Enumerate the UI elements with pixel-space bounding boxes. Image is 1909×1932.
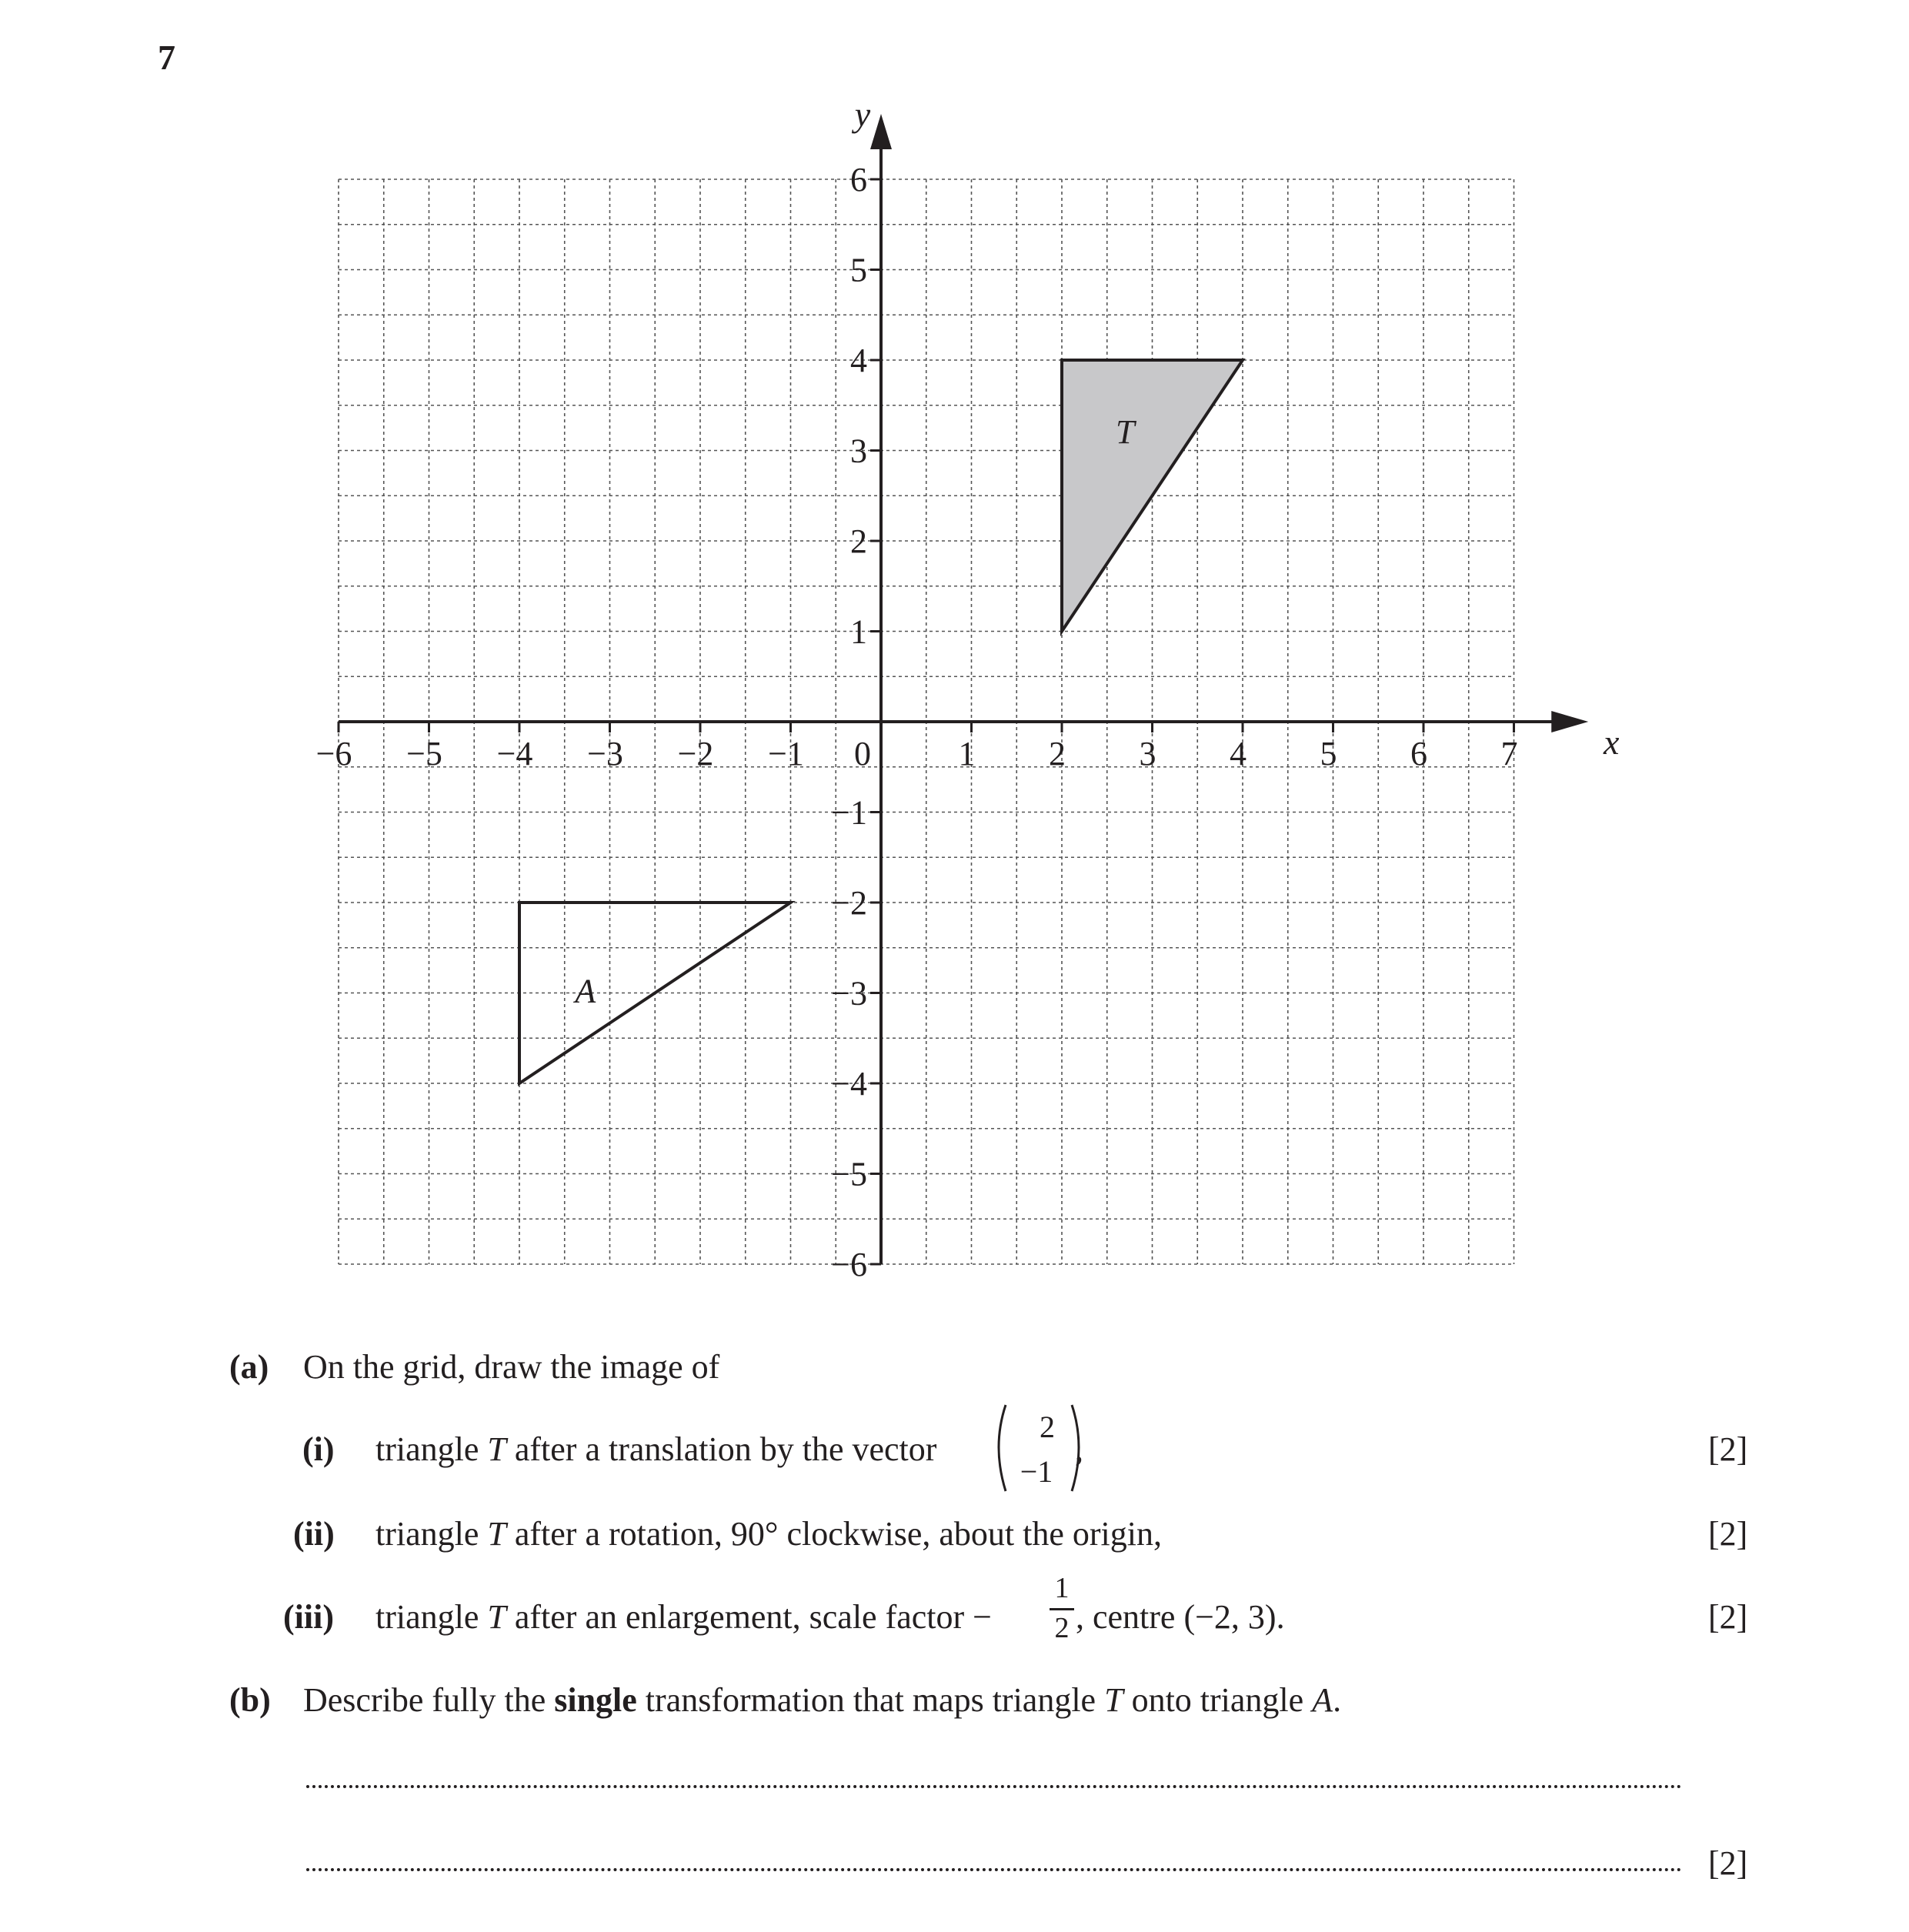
y-tick-label: −5 <box>831 1155 867 1193</box>
y-tick-label: 4 <box>850 342 867 379</box>
y-tick-label: −6 <box>831 1246 867 1283</box>
y-tick-label: −1 <box>831 793 867 832</box>
part-a-ii-text: triangle T after a rotation, 90° clockwise, about the origin, <box>375 1515 1162 1553</box>
vector-top: 2 <box>1040 1410 1055 1444</box>
y-tick-label: 1 <box>850 612 867 651</box>
x-tick-label: −3 <box>587 735 623 772</box>
x-tick-label: −6 <box>315 735 352 772</box>
y-tick-label: 5 <box>850 251 867 289</box>
tick-labels <box>316 95 1620 1283</box>
mark-a-ii: [2] <box>1708 1515 1748 1553</box>
x-tick-label: 2 <box>1049 735 1066 772</box>
part-a-ii-label: (ii) <box>293 1515 335 1553</box>
mark-a-i: [2] <box>1708 1430 1748 1468</box>
part-a-i-comma: , <box>1075 1430 1083 1468</box>
axes <box>339 114 1588 1264</box>
x-tick-label: 7 <box>1500 735 1518 772</box>
part-a-iii-label: (iii) <box>283 1598 334 1636</box>
part-b-label: (b) <box>229 1681 271 1719</box>
answer-line-1[interactable] <box>306 1785 1682 1788</box>
part-a-label: (a) <box>229 1348 269 1386</box>
scale-factor-numerator: 1 <box>1054 1572 1070 1604</box>
vector-bottom: −1 <box>1020 1454 1053 1489</box>
part-a-text: On the grid, draw the image of <box>303 1348 720 1386</box>
x-tick-label: 1 <box>958 735 976 772</box>
x-tick-label: 4 <box>1230 735 1247 772</box>
mark-b: [2] <box>1708 1844 1748 1882</box>
x-tick-label: −2 <box>677 735 714 772</box>
answer-line-2[interactable] <box>306 1868 1682 1871</box>
x-tick-label: 0 <box>854 735 871 772</box>
mark-a-iii: [2] <box>1708 1598 1748 1636</box>
x-axis-label: x <box>1604 722 1620 762</box>
scale-factor-denominator: 2 <box>1054 1612 1070 1644</box>
question-number: 7 <box>158 38 175 77</box>
x-tick-label: 3 <box>1139 735 1156 772</box>
part-a-i-text: triangle T after a translation by the vector <box>375 1430 937 1468</box>
y-tick-label: −2 <box>831 884 867 922</box>
x-tick-label: −4 <box>496 735 533 772</box>
x-tick-label: 5 <box>1320 735 1337 772</box>
y-tick-label: 6 <box>850 161 867 199</box>
x-tick-label: −5 <box>406 735 442 772</box>
y-tick-label: 2 <box>850 522 867 560</box>
part-b-text: Describe fully the single transformation that maps triangle T onto triangle A. <box>303 1681 1342 1719</box>
translation-vector <box>989 1402 1089 1494</box>
part-a-iii-centre: , centre (−2, 3). <box>1076 1598 1285 1636</box>
y-tick-label: −3 <box>831 974 867 1013</box>
x-axis-arrowhead <box>1551 711 1588 732</box>
y-axis-arrowhead <box>870 114 892 149</box>
part-a-i-label: (i) <box>302 1430 335 1468</box>
y-tick-label: −4 <box>831 1065 867 1103</box>
fraction-bar <box>1050 1608 1074 1610</box>
x-tick-label: −1 <box>768 735 804 772</box>
triangle-T-label: T <box>1116 413 1135 452</box>
x-tick-label: 6 <box>1410 735 1427 772</box>
triangle-A-label: A <box>575 972 596 1010</box>
y-tick-label: 3 <box>850 432 867 470</box>
y-axis-label: y <box>854 95 871 134</box>
part-a-iii-text: triangle T after an enlargement, scale factor − <box>375 1598 992 1636</box>
